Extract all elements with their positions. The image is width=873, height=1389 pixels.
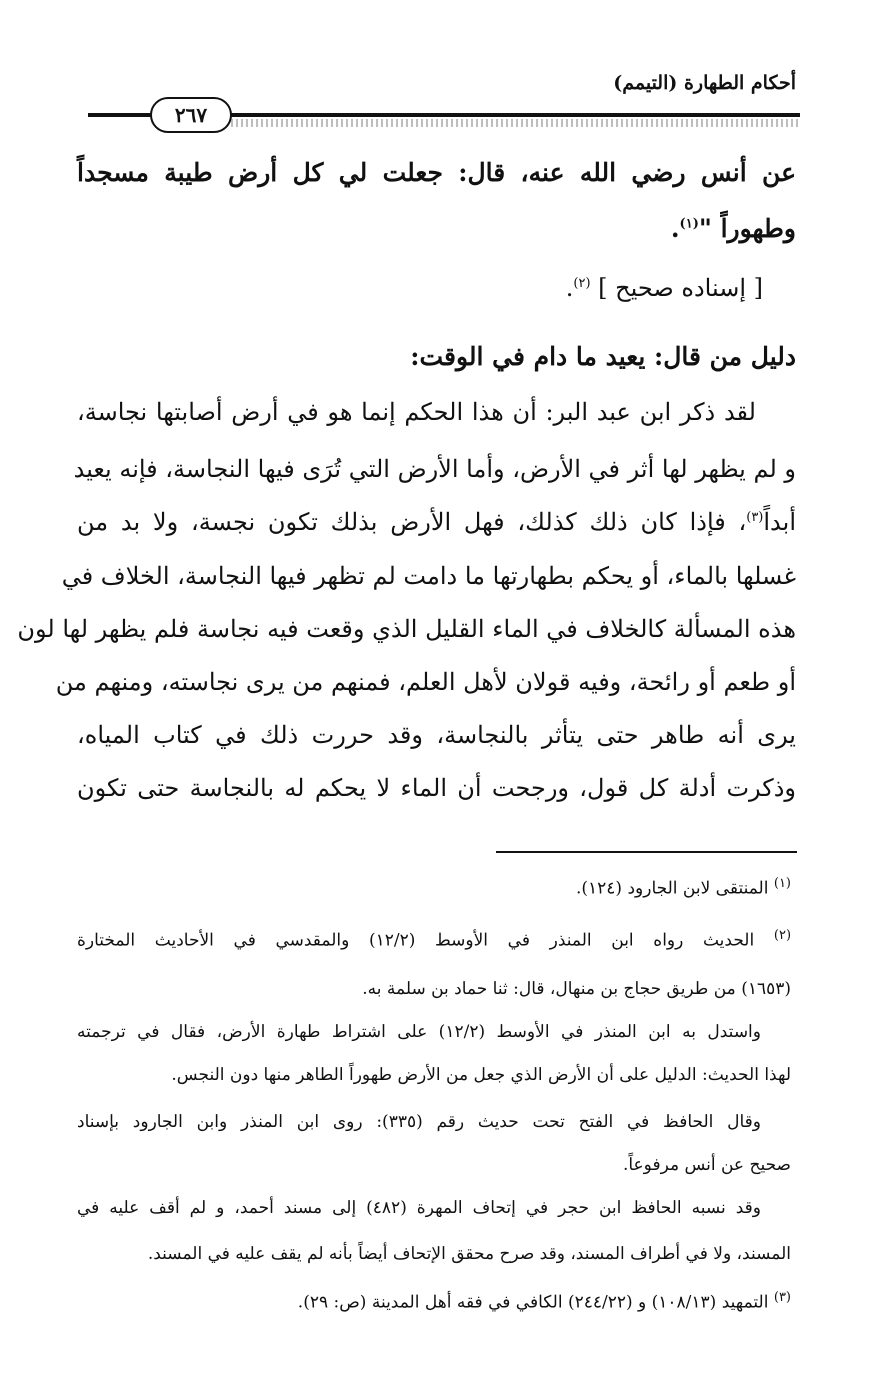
running-header-title: أحكام الطهارة (التيمم) — [613, 72, 796, 94]
footnote-ref-3: (٣) — [746, 510, 764, 525]
hadith-line-2: وطهوراً "$^{(١)}$. — [670, 214, 796, 243]
footnote-ref-2: (٢) — [573, 276, 591, 291]
footnote-2-line-8: المسند، ولا في أطراف المسند، وقد صرح محقق الإتحاف أيضاً بأنه لم يقف عليه في المسند. — [147, 1244, 791, 1264]
para-line-3: أبداً$^{(٣)}$، فإذا كان ذلك كذلك، فهل الأرض بذلك تكون نجسة، ولا بد من — [77, 508, 796, 536]
para-line-5: هذه المسألة كالخلاف في الماء القليل الذي وقعت فيه نجاسة فلم يظهر لها لون — [17, 615, 796, 643]
footnote-2-line-5: وقال الحافظ في الفتح تحت حديث رقم (٣٣٥): روى ابن المنذر وابن الجارود بإسناد — [77, 1112, 761, 1132]
section-heading: دليل من قال: يعيد ما دام في الوقت: — [410, 342, 796, 371]
para-line-2: و لم يظهر لها أثر في الأرض، وأما الأرض التي تُرَى فيها النجاسة، فإنه يعيد — [73, 455, 796, 483]
footnote-separator — [496, 851, 797, 853]
footnote-2-line-1: $^{(٢)}$ الحديث رواه ابن المنذر في الأوسط (١٢/٢) والمقدسي في الأحاديث المختارة — [77, 928, 792, 951]
page-number-badge: ٢٦٧ — [150, 97, 232, 133]
para-line-7: يرى أنه طاهر حتى يتأثر بالنجاسة، وقد حررت ذلك في كتاب المياه، — [77, 721, 796, 749]
para-line-1: لقد ذكر ابن عبد البر: أن هذا الحكم إنما هو في أرض أصابتها نجاسة، — [77, 398, 756, 426]
footnote-2-line-3: واستدل به ابن المنذر في الأوسط (١٢/٢) على اشتراط طهارة الأرض، فقال في ترجمته — [77, 1022, 761, 1042]
para-line-4: غسلها بالماء، أو يحكم بطهارتها ما دامت لم تظهر فيها النجاسة، الخلاف في — [61, 562, 796, 590]
para-line-8: وذكرت أدلة كل قول، ورجحت أن الماء لا يحكم له بالنجاسة حتى تكون — [77, 774, 796, 802]
isnad-grade: [ إسناده صحيح ] $^{(٢)}$. — [565, 274, 763, 302]
header-ornament-dots — [226, 119, 800, 127]
footnote-2-line-4: لهذا الحديث: الدليل على أن الأرض الذي جعل من الأرض طهوراً الطاهر منها دون النجس. — [171, 1065, 791, 1085]
footnote-3: $^{(٣)}$ التمهيد (١٠٨/١٣) و (٢٤٤/٢٢) الكافي في فقه أهل المدينة (ص: ٢٩). — [297, 1290, 791, 1313]
footnote-ref-1: (١) — [679, 216, 699, 232]
footnote-2-line-7: وقد نسبه الحافظ ابن حجر في إتحاف المهرة (٤٨٢) إلى مسند أحمد، و لم أقف عليه في — [77, 1198, 761, 1218]
para-line-6: أو طعم أو رائحة، وفيه قولان لأهل العلم، فمنهم من يرى نجاسته، ومنهم من — [55, 668, 796, 696]
footnote-2-line-6: صحيح عن أنس مرفوعاً. — [622, 1155, 791, 1175]
footnote-1: $^{(١)}$ المنتقى لابن الجارود (١٢٤). — [575, 876, 791, 899]
hadith-line-1: عن أنس رضي الله عنه، قال: جعلت لي كل أرض طيبة مسجداً — [77, 158, 796, 187]
footnote-2-line-2: (١٦٥٣) من طريق حجاج بن منهال، قال: ثنا حماد بن سلمة به. — [362, 979, 791, 999]
